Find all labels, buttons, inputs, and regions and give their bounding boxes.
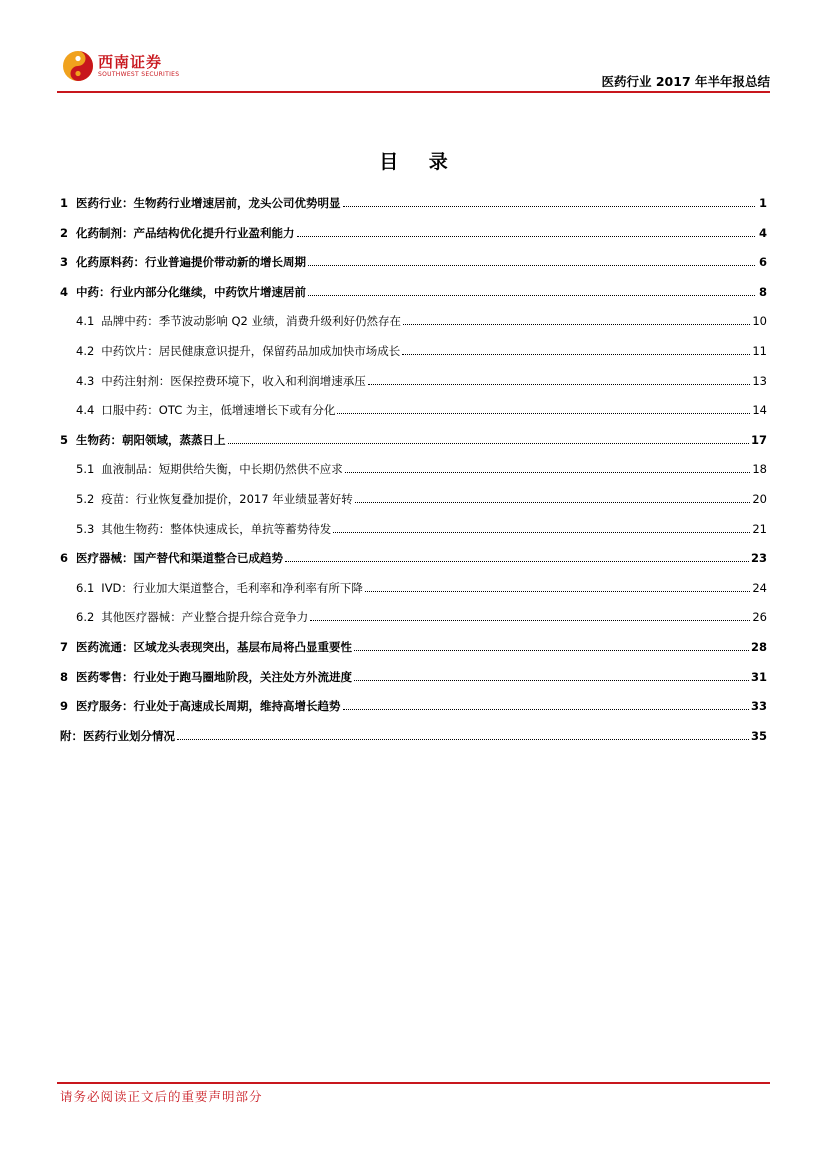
toc-entry[interactable] [60,338,767,358]
toc-leader-dots [308,294,755,296]
southwest-securities-logo-icon [62,50,94,82]
toc-entry-number: 5.3 [76,521,95,536]
report-title: 医药行业 2017 年半年报总结 [601,74,770,89]
toc-leader-dots [337,412,750,414]
toc-entry-page: 1 [758,196,767,210]
toc-entry[interactable] [60,220,767,240]
toc-leader-dots [343,708,749,710]
footer-divider [57,1082,770,1084]
toc-entry-title: 医药行业：生物药行业增速居前，龙头公司优势明显 [76,196,341,210]
toc-entry[interactable] [60,456,767,476]
toc-entry-title: 中药注射剂：医保控费环境下，收入和利润增速承压 [101,373,366,388]
toc-entry-title: 医药行业划分情况 [83,728,175,743]
toc-entry-title: 血液制品：短期供给失衡，中长期仍然供不应求 [101,462,343,477]
toc-entry-page: 21 [752,521,767,536]
page-header [57,42,770,92]
toc-entry[interactable] [60,308,767,328]
toc-entry-page: 35 [750,728,767,743]
toc-leader-dots [354,649,749,651]
toc-entry[interactable] [60,575,767,595]
toc-entry-number: 4.4 [76,403,95,418]
toc-entry[interactable] [60,249,767,269]
toc-entry-title: 品牌中药：季节波动影响 Q2 业绩，消费升级利好仍然存在 [101,314,401,329]
toc-entry-title: 医疗服务：行业处于高速成长周期，维持高增长趋势 [76,699,341,714]
toc-entry-title: 疫苗：行业恢复叠加提价，2017 年业绩显著好转 [101,492,353,506]
toc-entry[interactable] [60,486,767,506]
toc-entry[interactable] [60,634,767,654]
toc-entry-number: 4.2 [76,344,95,358]
toc-entry-number: 8 [60,669,69,684]
toc-entry-page: 8 [758,284,767,299]
toc-entry-page: 24 [752,580,767,595]
toc-entry-number: 9 [60,699,69,714]
toc-leader-dots [403,323,750,325]
toc-leader-dots [365,590,750,592]
toc-leader-dots [368,383,751,385]
toc-entry[interactable] [60,723,767,743]
toc-entry-number: 6.2 [76,610,95,625]
toc-entry-title: 化药原料药：行业普遍提价带动新的增长周期 [76,255,307,270]
toc-entry-title: 医疗器械：国产替代和渠道整合已成趋势 [76,551,284,566]
toc-entry[interactable] [60,279,767,299]
toc-entry-page: 23 [750,551,767,566]
toc-leader-dots [354,679,749,681]
toc-entry-title: IVD：行业加大渠道整合，毛利率和净利率有所下降 [101,580,363,595]
toc-entry-page: 31 [750,669,767,684]
toc-leader-dots [345,471,751,473]
toc-entry-title: 中药：行业内部分化继续，中药饮片增速居前 [76,284,307,299]
toc-entry[interactable] [60,604,767,624]
toc-leader-dots [177,738,749,740]
toc-entry-page: 11 [752,344,767,358]
toc-entry-number: 4.1 [76,314,95,329]
disclaimer-note: 请务必阅读正文后的重要声明部分 [60,1089,263,1104]
toc-entry-page: 10 [752,314,767,329]
toc-entry-page: 26 [752,610,767,625]
toc-entry-page: 14 [752,403,767,418]
toc-title: 目 录 [379,151,460,173]
toc-leader-dots [297,235,755,237]
toc-entry-title: 医药零售：行业处于跑马圈地阶段，关注处方外流进度 [76,669,353,684]
toc-entry-title: 其他生物药：整体快速成长，单抗等蓄势待发 [101,521,332,536]
header-divider [57,91,770,93]
toc-leader-dots [355,501,751,503]
toc-leader-dots [308,264,755,266]
toc-entry-number: 3 [60,255,69,270]
toc-entry-page: 20 [752,492,767,506]
toc-entry-title: 化药制剂：产品结构优化提升行业盈利能力 [76,225,295,240]
toc-entry-title: 医药流通：区域龙头表现突出，基层布局将凸显重要性 [76,640,353,654]
logo-chinese-name: 西南证券 [98,52,163,71]
toc-entry-page: 18 [752,462,767,477]
toc-entry-page: 6 [758,255,767,270]
toc-entry-number: 4.3 [76,373,95,388]
toc-entry[interactable] [60,397,767,417]
toc-entry-title: 其他医疗器械：产业整合提升综合竞争力 [101,610,309,625]
toc-entry-page: 28 [750,640,767,654]
toc-entry[interactable] [60,368,767,388]
toc-entry-page: 4 [758,225,767,240]
toc-entry[interactable] [60,664,767,684]
toc-entry-number: 7 [60,640,69,654]
toc-entry[interactable] [60,427,767,447]
toc-entry-title: 生物药：朝阳领域，蒸蒸日上 [76,432,226,447]
toc-leader-dots [333,531,750,533]
logo-english-name: SOUTHWEST SECURITIES [98,70,180,78]
toc-entry-number: 6 [60,551,69,566]
toc-entry[interactable] [60,545,767,565]
toc-entry-title: 口服中药：OTC 为主，低增速增长下或有分化 [101,403,336,418]
toc-entry-page: 33 [750,699,767,714]
toc-entry-title: 中药饮片：居民健康意识提升，保留药品加成加快市场成长 [101,344,401,358]
toc-entry[interactable] [60,190,767,210]
toc-entry-number: 4 [60,284,69,299]
toc-leader-dots [228,442,749,444]
toc-entry-page: 17 [750,432,767,447]
toc-leader-dots [402,353,750,355]
toc-entry[interactable] [60,693,767,713]
company-logo [62,50,179,82]
toc-entry-number: 5 [60,432,69,447]
toc-entry[interactable] [60,516,767,536]
toc-leader-dots [310,619,750,621]
toc-leader-dots [343,205,755,207]
toc-entry-number: 附： [60,728,83,743]
toc-entry-number: 5.1 [76,462,95,477]
toc-entry-number: 2 [60,225,69,240]
toc-entry-number: 1 [60,196,69,210]
toc-entry-page: 13 [752,373,767,388]
toc-entry-number: 6.1 [76,580,95,595]
toc-entry-number: 5.2 [76,492,95,506]
toc-leader-dots [285,560,749,562]
